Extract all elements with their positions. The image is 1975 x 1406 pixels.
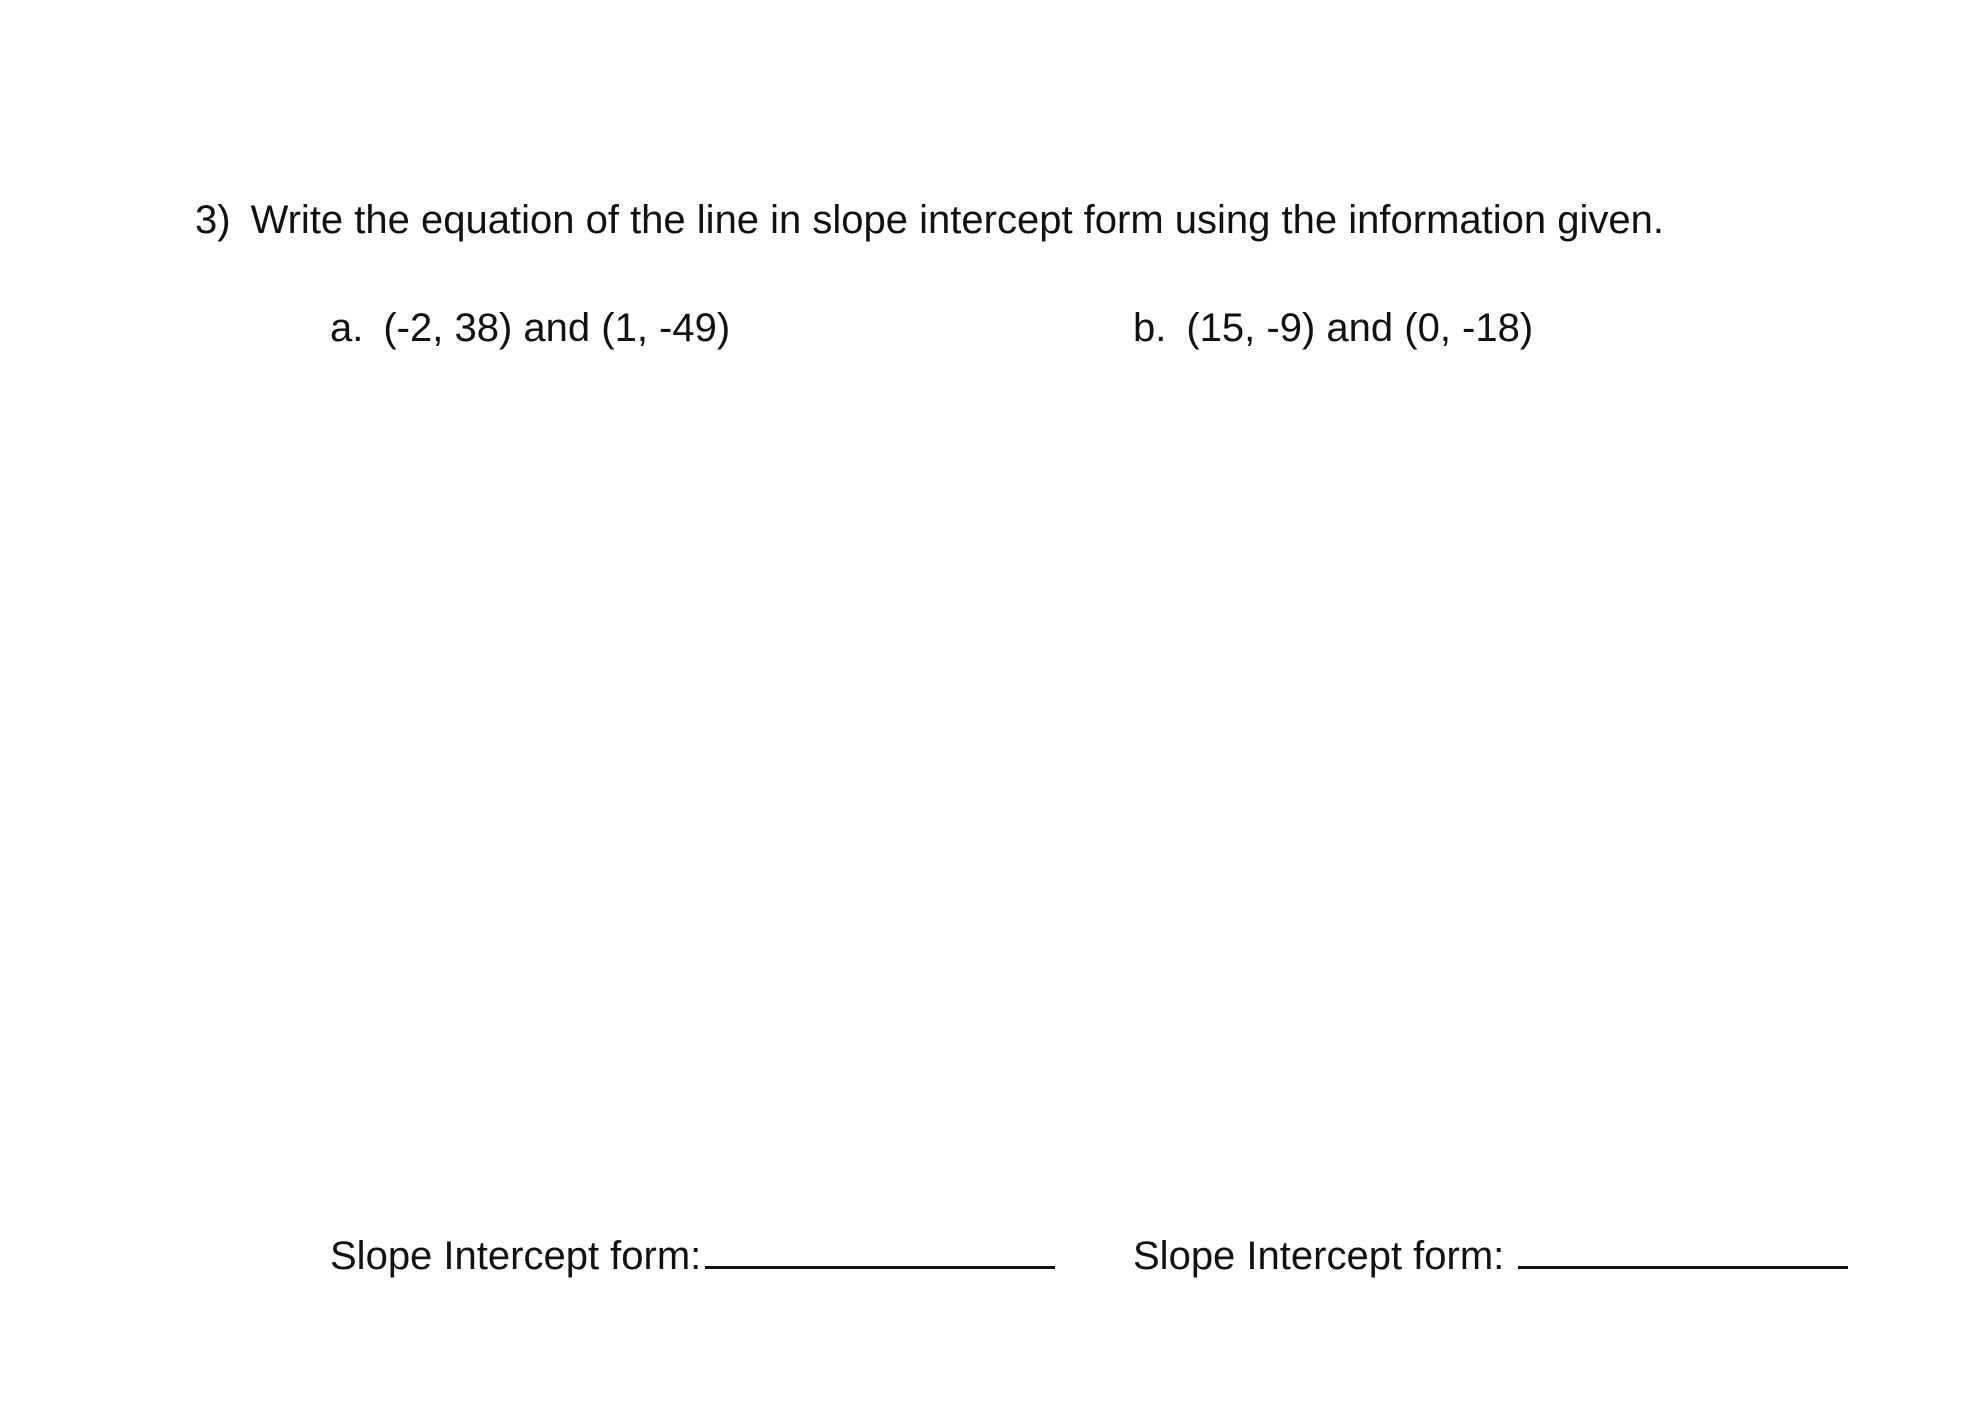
part-a-answer: [330, 1222, 1055, 1286]
part-b-points: (15, -9) and (0, -18): [1186, 306, 1534, 350]
question-text: Write the equation of the line in slope intercept form using the information given.: [250, 198, 1664, 242]
question-number: 3): [195, 198, 231, 242]
part-b: [1133, 298, 1533, 358]
part-a-points: (-2, 38) and (1, -49): [383, 306, 731, 350]
part-b-answer-label: Slope Intercept form:: [1133, 1234, 1505, 1278]
question-3: [195, 190, 1664, 250]
part-a-answer-blank[interactable]: [705, 1222, 1055, 1269]
part-b-answer-blank[interactable]: [1518, 1222, 1848, 1269]
part-b-label: b.: [1133, 306, 1167, 350]
part-a-label: a.: [330, 306, 364, 350]
part-b-answer: [1133, 1222, 1848, 1286]
part-a-answer-label: Slope Intercept form:: [330, 1234, 702, 1278]
part-a: [330, 298, 730, 358]
